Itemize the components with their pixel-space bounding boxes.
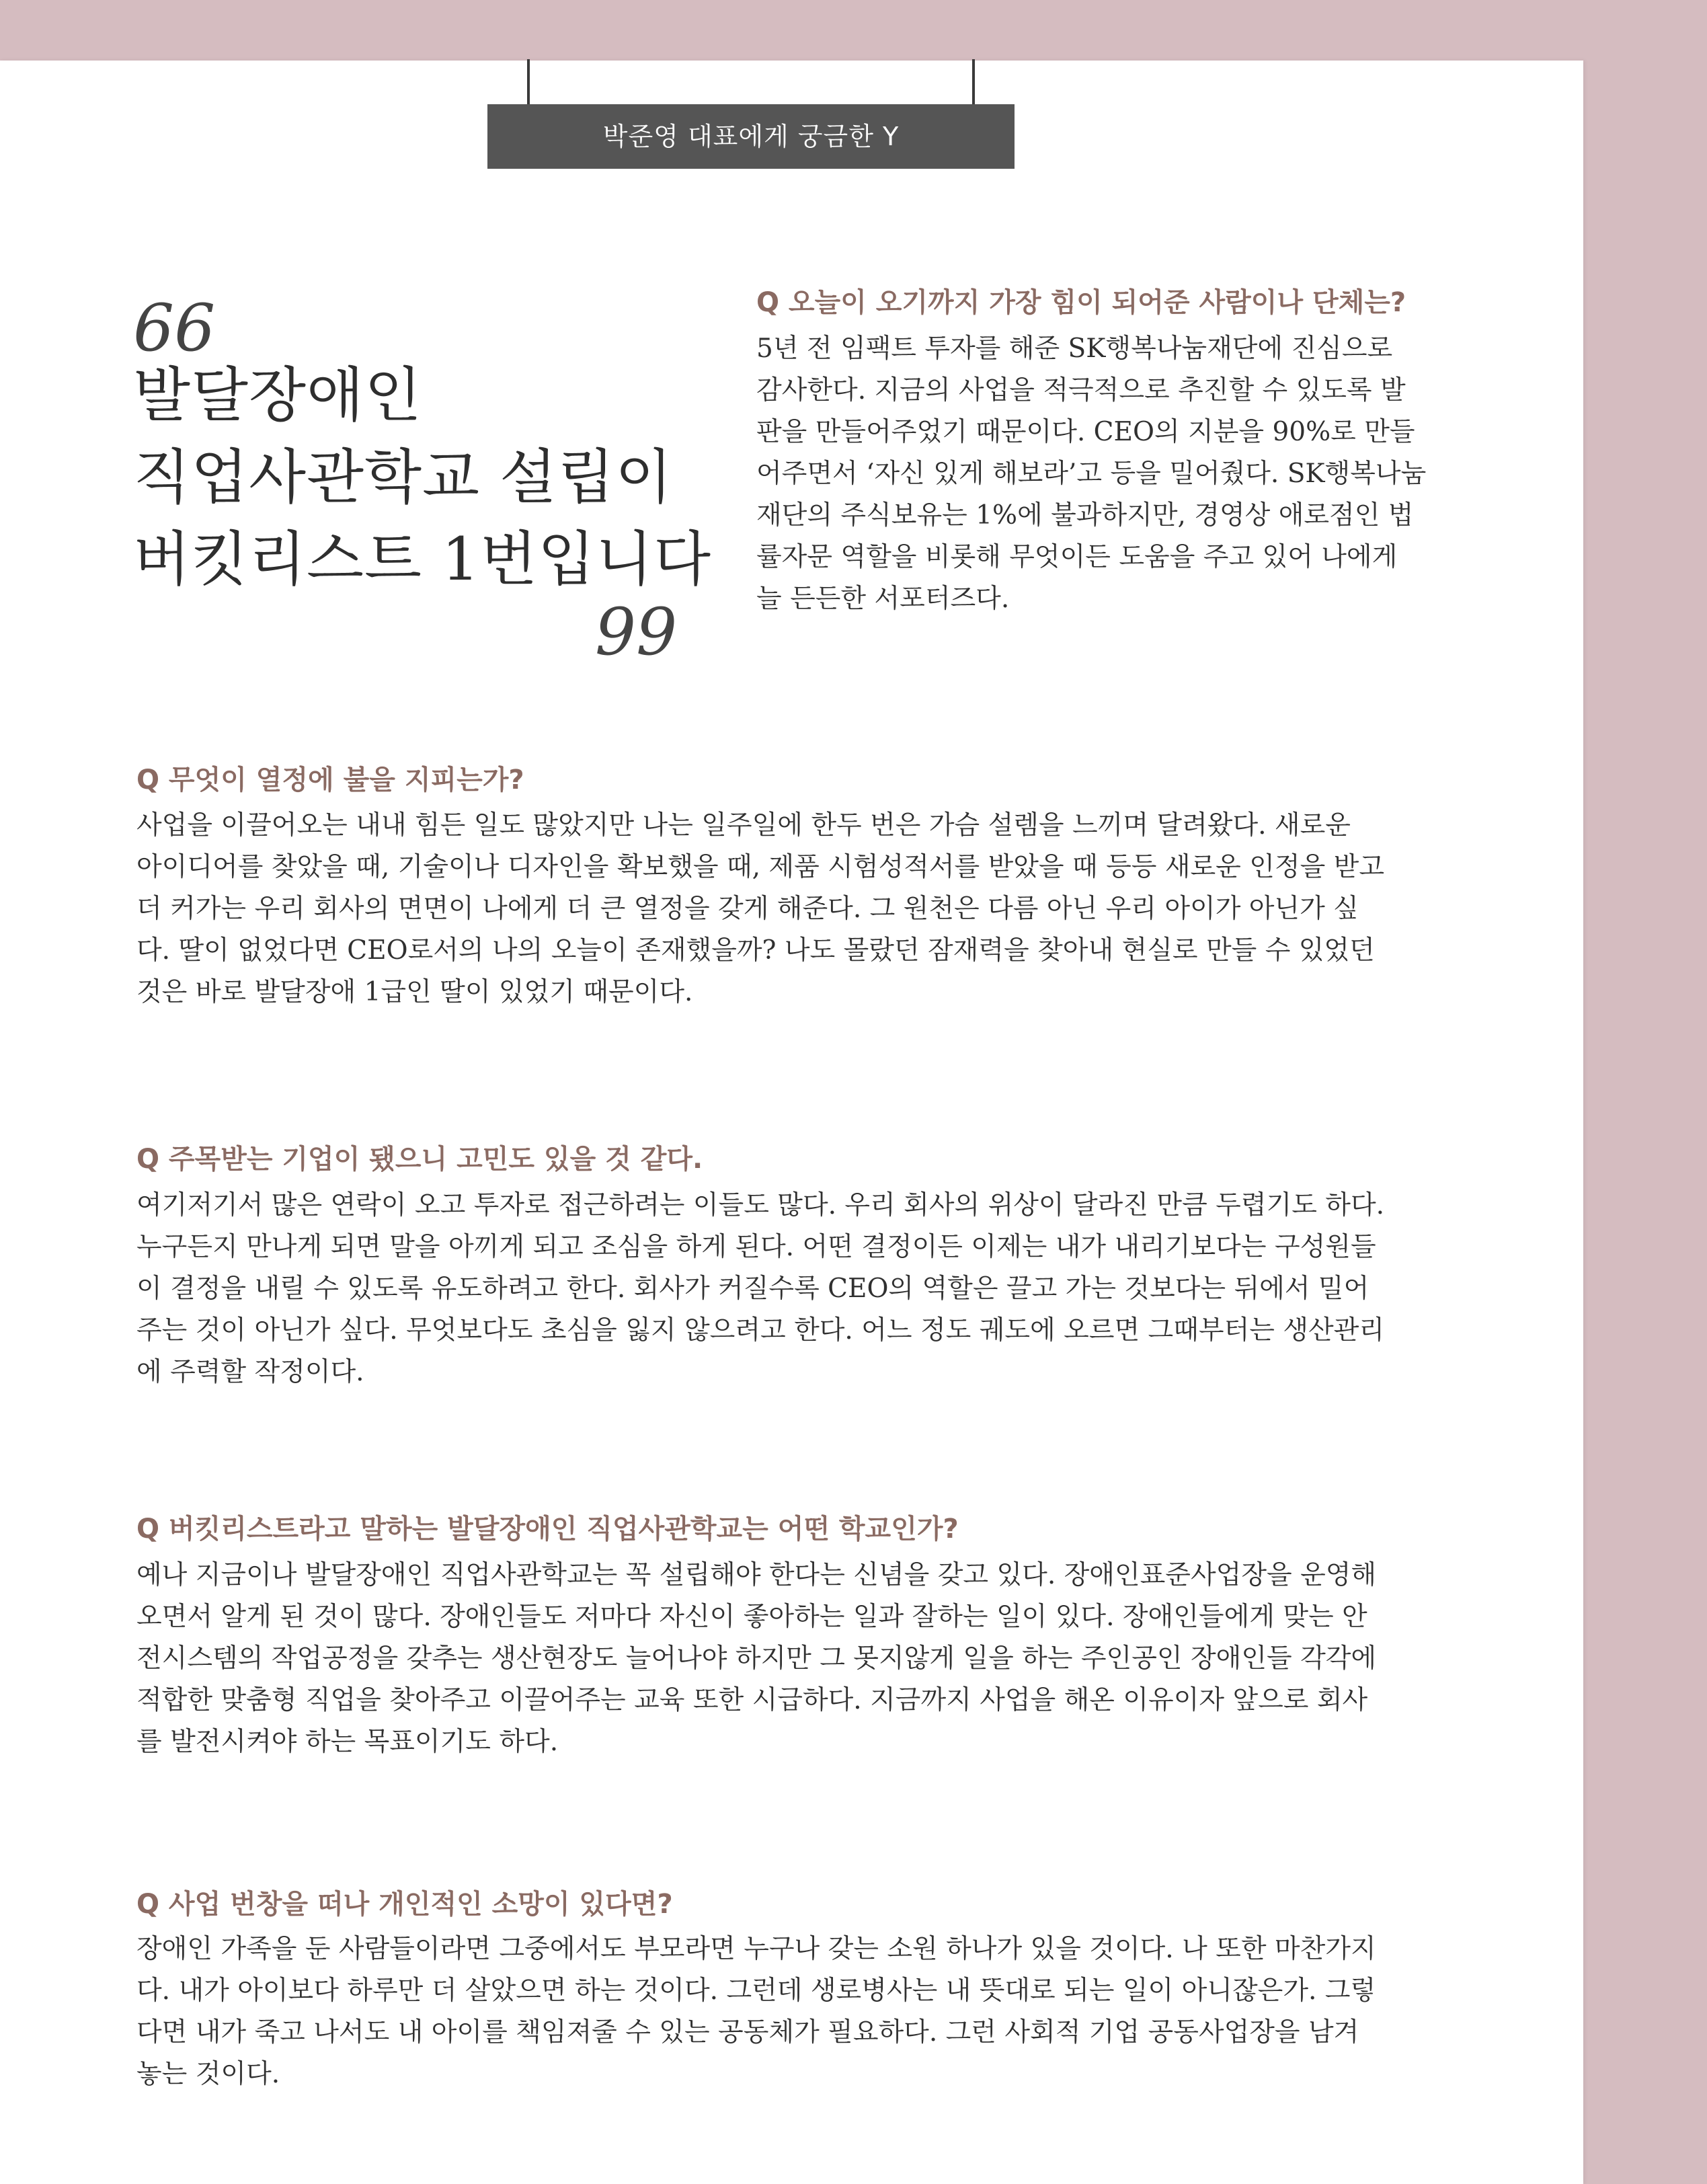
answer-1 [756,328,1426,620]
question-3: Q 주목받는 기업이 됐으니 고민도 있을 것 같다. [136,1144,703,1175]
banner-hanger-left [527,59,530,106]
question-1: Q 오늘이 오기까지 가장 힘이 되어준 사람이나 단체는? [756,287,1406,318]
answer-line: 적합한 맞춤형 직업을 찾아주고 이끌어주는 교육 또한 시급하다. 지금까지 사업을 해온 이유이자 앞으로 회사 [136,1685,1368,1715]
answer-line: 전시스템의 작업공정을 갖추는 생산현장도 늘어나야 하지만 그 못지않게 일을 하는 주인공인 장애인들 각각에 [136,1643,1377,1674]
answer-line: 예나 지금이나 발달장애인 직업사관학교는 꼭 설립해야 한다는 신념을 갖고 있다. 장애인표준사업장을 운영해 [136,1560,1377,1590]
headline-line: 발달장애인 [133,360,423,430]
answer-line: 늘 든든한 서포터즈다. [756,584,1010,614]
answer-line: 어주면서 ‘자신 있게 해보라’고 등을 밀어줬다. SK행복나눔 [756,459,1427,489]
answer-3 [136,1185,1384,1393]
answer-line: 에 주력할 작정이다. [136,1357,364,1387]
answer-line: 5년 전 임팩트 투자를 해준 SK행복나눔재단에 진심으로 [756,334,1393,364]
headline [133,354,738,600]
answer-line: 다. 내가 아이보다 하루만 더 살았으면 하는 것이다. 그런데 생로병사는 내 뜻대로 되는 일이 아니잖은가. 그렇 [136,1976,1376,2006]
answer-line: 장애인 가족을 둔 사람들이라면 그중에서도 부모라면 누구나 갖는 소원 하나가 있을 것이다. 나 또한 마찬가지 [136,1934,1376,1964]
headline-line: 버킷리스트 1번입니다 [133,524,712,594]
answer-line: 아이디어를 찾았을 때, 기술이나 디자인을 확보했을 때, 제품 시험성적서를 받았을 때 등등 새로운 인정을 받고 [136,852,1385,882]
answer-line: 다. 딸이 없었다면 CEO로서의 나의 오늘이 존재했을까? 나도 몰랐던 잠재력을 찾아내 현실로 만들 수 있었던 [136,935,1375,966]
answer-line: 판을 만들어주었기 때문이다. CEO의 지분을 90%로 만들 [756,417,1415,447]
question-5: Q 사업 번창을 떠나 개인적인 소망이 있다면? [136,1889,673,1920]
answer-line: 률자문 역할을 비롯해 무엇이든 도움을 주고 있어 나에게 [756,542,1398,572]
answer-4 [136,1555,1376,1763]
answer-line: 사업을 이끌어오는 내내 힘든 일도 많았지만 나는 일주일에 한두 번은 가슴 설렘을 느끼며 달려왔다. 새로운 [136,810,1351,841]
answer-line: 것은 바로 발달장애 1급인 딸이 있었기 때문이다. [136,977,693,1007]
answer-line: 재단의 주식보유는 1%에 불과하지만, 경영상 애로점인 법 [756,500,1414,531]
section-banner: 박준영 대표에게 궁금한 Y [487,104,1015,169]
answer-2 [136,805,1384,1013]
answer-line: 누구든지 만나게 되면 말을 아끼게 되고 조심을 하게 된다. 어떤 결정이든 이제는 내가 내리기보다는 구성원들 [136,1232,1376,1262]
answer-line: 놓는 것이다. [136,2059,280,2089]
answer-line: 를 발전시켜야 하는 목표이기도 하다. [136,1727,559,1757]
answer-line: 감사한다. 지금의 사업을 적극적으로 추진할 수 있도록 발 [756,375,1406,405]
answer-5 [136,1928,1376,2095]
question-2: Q 무엇이 열정에 불을 지피는가? [136,765,524,795]
answer-line: 더 커가는 우리 회사의 면면이 나에게 더 큰 열정을 갖게 해준다. 그 원천은 다름 아닌 우리 아이가 아닌가 싶 [136,894,1359,924]
headline-line: 직업사관학교 설립이 [133,442,674,512]
open-quote-mark: 66 [133,290,216,366]
answer-line: 이 결정을 내릴 수 있도록 유도하려고 한다. 회사가 커질수록 CEO의 역할은 끌고 가는 것보다는 뒤에서 밀어 [136,1274,1369,1304]
close-quote-mark: 99 [595,594,678,670]
banner-hanger-right [972,59,975,106]
answer-line: 주는 것이 아닌가 싶다. 무엇보다도 초심을 잃지 않으려고 한다. 어느 정도 궤도에 오르면 그때부터는 생산관리 [136,1315,1385,1346]
answer-line: 오면서 알게 된 것이 많다. 장애인들도 저마다 자신이 좋아하는 일과 잘하는 일이 있다. 장애인들에게 맞는 안 [136,1602,1367,1632]
answer-line: 다면 내가 죽고 나서도 내 아이를 책임져줄 수 있는 공동체가 필요하다. 그런 사회적 기업 공동사업장을 남겨 [136,2017,1359,2048]
question-4: Q 버킷리스트라고 말하는 발달장애인 직업사관학교는 어떤 학교인가? [136,1514,959,1545]
answer-line: 여기저기서 많은 연락이 오고 투자로 접근하려는 이들도 많다. 우리 회사의 위상이 달라진 만큼 두렵기도 하다. [136,1190,1385,1220]
